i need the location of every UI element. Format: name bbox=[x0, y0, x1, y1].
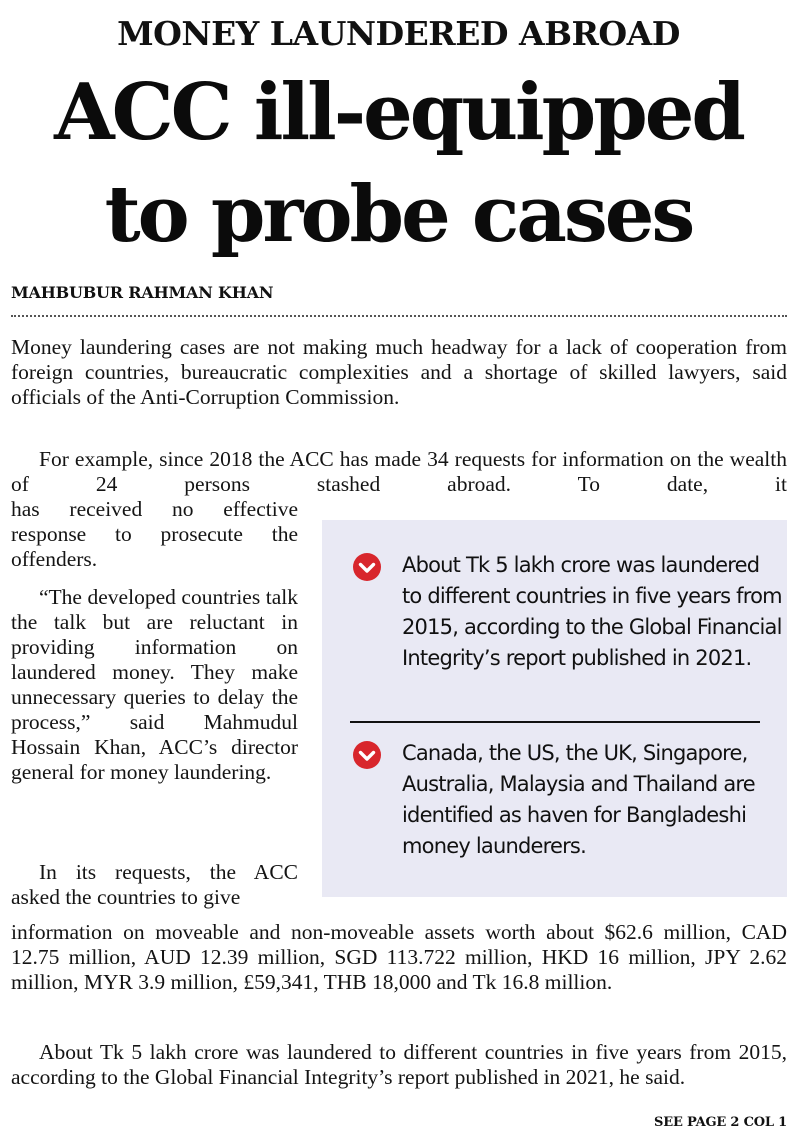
headline-line-1: ACC ill-equipped bbox=[54, 67, 743, 158]
kicker: MONEY LAUNDERED ABROAD bbox=[117, 14, 680, 53]
paragraph-5: About Tk 5 lakh crore was laundered to different countries in five years from 2015, according to the Global Financial Integrity’s report published in 2021, he said. bbox=[11, 1040, 787, 1089]
paragraph-1: Money laundering cases are not making much headway for a lack of cooperation from foreign countries, bureaucratic complexities and a shortage of skilled lawyers, said officials of the Anti-Corruption Commission. bbox=[11, 335, 787, 409]
paragraph-2-top: For example, since 2018 the ACC has made 34 requests for information on the wealth of 24 persons stashed abroad. To date, it bbox=[11, 447, 787, 496]
highlight-text-1: About Tk 5 lakh crore was laundered to different countries in five years from 2015, according to the Global Financial Integrity’s report published in 2021. bbox=[402, 553, 782, 670]
headline-line-2: to probe cases bbox=[104, 169, 693, 260]
check-circle-icon bbox=[352, 740, 382, 770]
highlights-box bbox=[322, 520, 787, 897]
highlight-text-2: Canada, the US, the UK, Singapore, Australia, Malaysia and Thailand are identified as haven for Bangladeshi money launderers. bbox=[402, 741, 755, 858]
check-circle-icon bbox=[352, 552, 382, 582]
headline bbox=[0, 62, 797, 266]
continuation-pointer: SEE PAGE 2 COL 1 bbox=[654, 1115, 787, 1130]
paragraph-3-quote: “The developed countries talk the talk but are reluctant in providing information on laundered money. They make unnecessary queries to delay the process,” said Mahmudul Hossain Khan, ACC’s director general for money laundering. bbox=[11, 585, 298, 784]
byline: MAHBUBUR RAHMAN KHAN bbox=[11, 283, 274, 302]
dotted-divider bbox=[11, 315, 787, 317]
paragraph-4-continued: information on moveable and non-moveable assets worth about $62.6 million, CAD 12.75 million, AUD 12.39 million, SGD 113.722 million, HKD 16 million, JPY 2.62 million, MYR 3.9 million, £59,341, THB 18,000 and Tk 16.8 million. bbox=[11, 920, 787, 994]
paragraph-2-continued: has received no effective response to prosecute the offenders. bbox=[11, 497, 298, 571]
box-divider bbox=[350, 721, 760, 723]
paragraph-4-top: In its requests, the ACC asked the countries to give bbox=[11, 860, 298, 909]
